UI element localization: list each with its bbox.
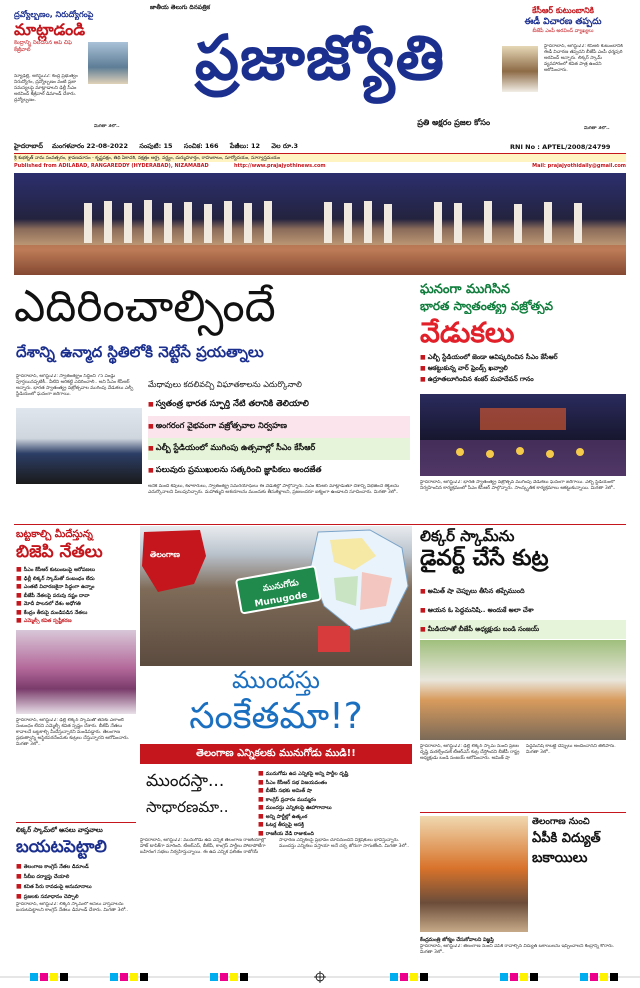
left-col-point: ■ ఎమ్మెల్సీ కవిత స్పష్టీకరణ — [16, 617, 136, 626]
right-top-body: హైదరాబాద్, ఆగస్టు22: భారత స్వాతంత్య్ర వజ్రోత్సవ ముగింపు వేడుకలు ఘనంగా జరిగాయి. ఎల్బీ స్టేడియంలో నిర్వహించిన కార్యక్రమంలో సీఎం కేసీఆర్ పాల్గొన్నారు. సాంస్కృతిక కార్యక్రమాలు ఆకట్టుకున్నాయి. మిగతా 3లో.. — [420, 480, 616, 491]
center-banner: తెలంగాణ ఎన్నికలకు మునుగోడు ముడి!! — [140, 744, 412, 764]
right-mid-point: ■ అమిత్ షా చెప్పులు తీసిన తప్పేముంది — [420, 582, 626, 601]
right-bottom-headline1: ఏపీకి విద్యుత్ — [532, 831, 601, 846]
munugode-sign-english: Munugode — [253, 590, 309, 610]
center-photo — [140, 526, 412, 666]
ear-left-portrait — [88, 42, 128, 84]
center-point: ■ బీజేపీ సభకు అమిత్ షా — [258, 787, 412, 796]
stage-performance-graphic — [420, 394, 626, 476]
left-box-body: హైదరాబాద్, ఆగస్టు22: లిక్కర్ స్కామ్‌లో అసలు వాస్తవాలను బయటపెట్టాలని కాంగ్రెస్ నేతలు డిమాండ్ చేశారు. మిగతా 3లో.. — [16, 902, 129, 913]
center-sub1: ముందస్తా... — [146, 771, 225, 791]
lead-points — [148, 378, 410, 484]
ear-right-headline: ఈడీ విచారణ తప్పదు — [524, 17, 602, 27]
publication-strip — [14, 162, 626, 171]
right-mid-photo — [420, 640, 626, 740]
right-top-headline: వేడుకలు — [420, 316, 515, 349]
left-box-point: ■ కవిత పేరు రావడంపై అనుమానాలు — [16, 882, 136, 892]
lead-point: మేధావులు కదలివచ్చి విఘాతకాలను ఎదుర్కొనాలి — [148, 380, 302, 389]
panchang-strip: శ్రీ శుభకృత్ నామ సంవత్సరం, శ్రావణమాసం - కృష్ణపక్షం, తిథి ఏకాదశి, నక్షత్రం ఆర్ద్ర, వర్జ్యం, దుర్ముహూర్తం, రాహుకాలం, సూర్యోదయం, సూర్యాస్తమయం — [14, 153, 626, 162]
ear-left-sub: కేంద్రాన్ని నిలదీసిన ఆప్ చీఫ్ కేజ్రీవాల్ — [14, 40, 72, 53]
right-mid-body: హైదరాబాద్, ఆగస్టు22: ఢిల్లీ లిక్కర్ స్కామ్ నుంచి ప్రజల దృష్టి మరల్చేందుకే టీఆర్‌ఎస్ కుట్ర చేస్తోందని బీజేపీ రాష్ట్ర అధ్యక్షుడు బండి సంజయ్ ఆరోపించారు. అమిత్ షా పెద్దమనిషి కాబట్టే చెప్పులు అందించానని తెలిపారు. మిగతా 3లో.. — [420, 744, 616, 761]
right-mid-point: ■ మీడియాతో బీజేపీ అధ్యక్షుడు బండి సంజయ్ — [420, 620, 626, 639]
center-point: ■ రాజకీయ వేడి రాజుకుంది — [258, 830, 412, 839]
lead-point: ■ స్వతంత్ర భారత స్ఫూర్తి నేటి తరానికి తెలియాలి — [148, 394, 410, 416]
left-col-point: ■ సీఎం కేసీఆర్ కుటుంబంపై ఆరోపణలు — [16, 566, 136, 575]
ear-left-body: న్యూఢిల్లీ, ఆగస్టు22: కేంద్ర ప్రభుత్వం నిరుద్యోగం, ద్రవ్యోల్బణం వంటి ప్రజా సమస్యలపై మాట్లాడాలని ఢిల్లీ సీఎం అరవింద్ కేజ్రీవాల్ డిమాండ్ చేశారు. ద్రవ్యోల్బణం. — [14, 74, 78, 103]
left-box-point: ■ తెలంగాణ కాంగ్రెస్ నేతల డిమాండ్ — [16, 862, 136, 872]
center-point: ■ ముందస్తు ఎన్నికలపై ఊహాగానాలు — [258, 804, 412, 813]
ear-right-body: హైదరాబాద్, ఆగస్టు22: కేసీఆర్ కుటుంబానికి ఈడీ విచారణ తప్పదని బీజేపీ ఎంపీ ధర్మపురి అరవింద్ అన్నారు. లిక్కర్ స్కామ్ వ్యవహారంలో కవిత పాత్ర ఉందని ఆరోపించారు. — [544, 44, 623, 73]
left-col-point: ■ ఎంతటి విచారణకైనా సిద్ధంగా ఉన్నాం — [16, 583, 136, 592]
center-point: ■ మునుగోడు ఉప ఎన్నికపై అన్ని పార్టీల దృష్టి — [258, 770, 412, 779]
right-mid-point: ■ ఆయన ఓ పెద్దమనిషి.. అందుకే అలా చేశా — [420, 601, 626, 620]
left-box-points — [16, 862, 136, 902]
masthead-title: ప్రజాజ్యోతి — [194, 21, 446, 94]
left-col-body: హైదరాబాద్, ఆగస్టు22: ఢిల్లీ లిక్కర్ స్కామ్‌తో తనకు ఎలాంటి సంబంధం లేదని ఎమ్మెల్సీ కవిత స్పష్టం చేశారు. బీజేపీ నేతలు కావాలనే బట్టకాల్చి మీదేస్తున్నారని మండిపడ్డారు. తెలంగాణ ప్రభుత్వాన్ని అస్థిరపరచేందుకు కుట్రలు చేస్తున్నారని ఆరోపించారు. మిగతా 3లో.. — [16, 718, 130, 747]
right-mid-kicker: లిక్కర్ స్కామ్‌ను — [420, 527, 515, 545]
center-point: ■ సీఎం కేసీఆర్ సభ విజయవంతం — [258, 779, 412, 788]
left-col-photo — [16, 630, 136, 714]
website-link[interactable]: http://www.prajajyothinews.com — [234, 163, 326, 169]
lead-photo — [14, 173, 626, 275]
right-bottom-body: హైదరాబాద్, ఆగస్టు22: తెలంగాణ నుంచి ఏపీకి రావాల్సిన విద్యుత్ బకాయిలను ఇప్పించాలని కేంద్రాన్ని కోరారు. మిగతా 3లో.. — [420, 944, 615, 955]
published-from: Published from ADILABAD, RANGAREDDY (HYDERABAD), NIZAMABAD — [14, 163, 209, 169]
right-bottom-headline2: బకాయిలు — [532, 850, 588, 866]
right-top-point: ■ ఉర్రూతలూగించిన శంకర్ మహదేవన్ గానం — [420, 374, 626, 385]
print-registration-strip — [0, 968, 640, 980]
munugode-sign-telugu: మునుగోడు — [262, 577, 300, 595]
mail-address[interactable]: Mail: prajajyothidaily@gmail.com — [532, 163, 626, 169]
section-divider — [14, 524, 626, 525]
ear-right-more: మిగతా 3లో.. — [584, 126, 610, 131]
stage-figures-graphic — [14, 173, 626, 275]
center-point: ■ అన్ని పార్టీల్లో ఉత్కంఠ — [258, 813, 412, 822]
left-col-point: ■ మోదీ పాలనలో దేశం అధోగతి — [16, 600, 136, 609]
masthead-slogan: ప్రతి అక్షరం ప్రజల కోసం — [417, 118, 490, 127]
center-headline: సంకేతమా!? — [189, 696, 363, 737]
color-registration-marks — [0, 971, 640, 983]
dateline-pages: పేజీలు: 12 — [229, 142, 261, 150]
right-bottom-photo — [420, 816, 528, 932]
center-points — [258, 770, 412, 838]
left-box-point: ■ సీబీఐ దర్యాప్తు చేయాలి — [16, 872, 136, 882]
left-col-headline: బిజెపి నేతలు — [16, 542, 103, 562]
center-kicker: ముందస్తు — [232, 666, 320, 694]
left-col-point: ■ ఢిల్లీ లిక్కర్ స్కామ్‌తో సంబంధం లేదు — [16, 575, 136, 584]
lead-point: ■ అంగరంగ వైభవంగా వజ్రోత్సవాల నిర్వహణ — [148, 416, 410, 438]
ear-left-headline: మాట్లాడండి — [14, 20, 86, 39]
right-top-point: ■ ఎల్బీ స్టేడియంలో జెండా ఆవిష్కరించిన సీఎం కేసీఆర్ — [420, 352, 626, 363]
ear-right-sub: బీజేపీ ఎంపీ అరవింద్ వ్యాఖ్యలు — [532, 28, 594, 34]
center-body: హైదరాబాద్, ఆగస్టు22: మునుగోడు ఉప ఎన్నిక తెలంగాణ రాజకీయాల్లో హాట్ టాపిక్‌గా మారింది. టీఆర్‌ఎస్, బీజేపీ, కాంగ్రెస్ పార్టీలు పోటాపోటీగా బహిరంగ సభలు నిర్వహిస్తున్నాయి. ఈ ఉప ఎన్నిక ఫలితం రాబోయే సాధారణ ఎన్నికలపై ప్రభావం చూపనుందని విశ్లేషకులు భావిస్తున్నారు. ముందస్తు ఎన్నికలు వస్తాయా అనే చర్చ జోరుగా సాగుతోంది. మిగతా 3లో.. — [140, 838, 410, 855]
lead-headline: ఎదిరించాల్సిందే — [14, 281, 276, 332]
left-col-kicker: బట్టకాల్చి మీదేస్తున్న — [16, 529, 93, 540]
right-top-point: ■ ఆకట్టుకున్న వార్ ఫ్రెండ్స్ ఖవ్వాలి — [420, 363, 626, 374]
right-bottom-sub: కేంద్రమంత్రి జోక్యం చేసుకోవాలని విజ్ఞప్తి — [420, 937, 494, 943]
dateline-volume: సంపుటి: 15 — [139, 142, 173, 150]
right-mid-points — [420, 582, 626, 639]
center-point: ■ ఓటర్ల తీర్పుపై ఆసక్తి — [258, 821, 412, 830]
right-bottom-kicker: తెలంగాణ నుంచి — [532, 817, 590, 827]
center-sub2: సాధారణమా.. — [146, 798, 229, 816]
map-label-telangana: తెలంగాణ — [150, 550, 180, 559]
center-point: ■ కాంగ్రెస్ ప్రచారం ముమ్మరం — [258, 796, 412, 805]
left-col-point: ■ బీజేపీ నేతలపై పరువు నష్టం దావా — [16, 592, 136, 601]
ear-right-kicker: కేసీఆర్ కుటుంబానికి — [532, 6, 594, 15]
lead-point: ■ ఎల్బీ స్టేడియంలో ముగింపు ఉత్సవాల్లో సీఎం కేసీఆర్ — [148, 438, 410, 460]
dateline-bar — [14, 141, 504, 152]
right-top-kicker1: ఘనంగా ముగిసిన — [420, 282, 511, 297]
masthead-tagline: జాతీయ తెలుగు దినపత్రిక — [150, 4, 210, 11]
lead-subheadline: దేశాన్ని ఉన్మాద స్థితిలోకి నెట్టేసే ప్రయత్నాలు — [16, 343, 264, 361]
ear-right-portrait — [502, 46, 538, 92]
lead-photo-cm — [16, 408, 142, 484]
right-top-photo — [420, 394, 626, 476]
left-box-kicker: లిక్కర్ స్కామ్‌లో అసలు వాస్తవాలు — [16, 826, 103, 834]
lead-body: హైదరాబాద్, ఆగస్టు22: స్వాతంత్య్రం సిద్ధించి 75 ఏండ్లు పూర్తయినప్పటికీ.. వీటిని అరికట్టి ఎదిరించాలి.. అని సీఎం కేసీఆర్ అన్నారు. భారత స్వాతంత్య్ర వజ్రోత్సవాల ముగింపు వేడుకలు ఎల్బీ స్టేడియంలో ఘనంగా జరిగాయి. — [16, 374, 134, 397]
left-box-divider — [16, 822, 136, 823]
lead-body-continued: అనేక మంది కవులు, కళాకారులు, స్వాతంత్య్ర సమరయోధులు ఈ వేడుకల్లో పాల్గొన్నారు. సీఎం కేసీఆర్ మాట్లాడుతూ దేశాన్ని విభజించే శక్తులను ఎదుర్కొనాలని పిలుపునిచ్చారు. మహాత్ముని ఆశయాలను ముందుకు తీసుకెళ్లాలని, ప్రజలందరూ ఐక్యంగా ఉండాలని సూచించారు. మిగతా 3లో.. — [148, 484, 399, 495]
left-col-points — [16, 566, 136, 626]
dateline-city: హైదరాబాద్ — [14, 142, 43, 150]
right-top-kicker2: భారత స్వాతంత్య్ర వజ్రోత్సవ — [420, 299, 554, 313]
ear-left — [14, 10, 132, 138]
left-col-point: ■ కేంద్రం తీరుపై మండిపడిన నేతలు — [16, 609, 136, 618]
rni-number: RNI No : APTEL/2008/24799 — [510, 143, 611, 151]
dateline-price: వెల రూ.3 — [271, 142, 299, 150]
dateline-date: మంగళవారం 22-08-2022 — [52, 142, 128, 150]
right-bottom-divider — [420, 812, 626, 813]
right-mid-headline: డైవర్ట్ చేసే కుట్ర — [420, 546, 549, 571]
left-box-point: ■ ప్రజలకు సమాధానం చెప్పాలి — [16, 892, 136, 902]
right-top-points — [420, 352, 626, 385]
dateline-issue: సంచిక: 166 — [183, 142, 219, 150]
ear-left-more: మిగతా 3లో.. — [94, 124, 120, 129]
ear-right — [500, 6, 626, 138]
left-box-headline: బయటపెట్టాలి — [16, 837, 107, 857]
lead-point: ■ పలువురు ప్రముఖులను సత్కరించి జ్ఞాపికలు అందజేత — [148, 460, 410, 482]
ear-left-kicker: ద్రవ్యోల్బణం, నిరుద్యోగంపై — [14, 10, 94, 19]
